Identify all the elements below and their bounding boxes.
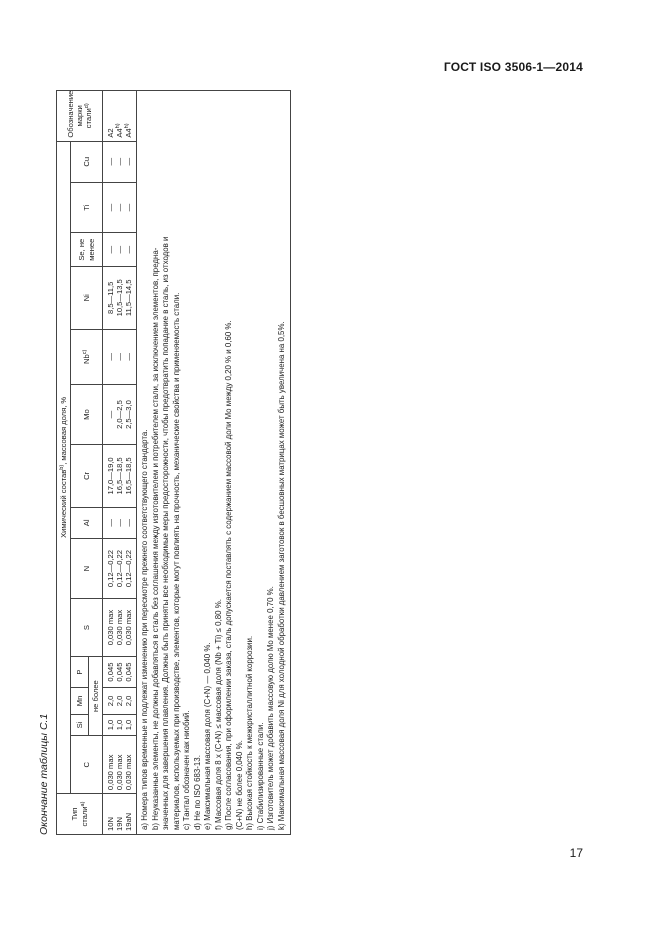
- ti-cell: — — —: [103, 182, 137, 233]
- n-cell: 0,12—0,22 0,12—0,22 0,12—0,22: [103, 538, 137, 598]
- footnotes: [137, 91, 291, 835]
- col-cr: Cr: [71, 445, 103, 508]
- se-cell: — — —: [103, 233, 137, 267]
- c-cell: 0,030 max 0,030 max 0,030 max: [103, 736, 137, 794]
- col-mn: Mn: [71, 688, 89, 714]
- footnote-j: j) Изготовитель может добавить массовую долю Mo менее 0,70 %.: [266, 586, 276, 830]
- designation-header: Обозначение марки стали$^{d)}$: [57, 91, 103, 142]
- footnote-i: i) Стабилизированные стали.: [255, 722, 265, 830]
- ni-cell: 8,5—11,5 10,5—13,5 11,5—14,5: [103, 267, 137, 330]
- data-rows: [103, 91, 137, 835]
- footnote-k: k) Максимальная массовая доля Ni для холодной обработки давлением заготовок в бесшовных матрицах может быть увеличена на 0,5%.: [276, 321, 286, 830]
- s-cell: 0,030 max 0,030 max 0,030 max: [103, 599, 137, 657]
- col-ti: Ti: [71, 182, 103, 233]
- rotated-table-page: [38, 60, 358, 835]
- page-number: 17: [569, 846, 583, 860]
- footnote-g-cont: (C+N) не более 0,040 %.: [234, 740, 244, 830]
- designation-cell: A2 A4$^{h)}$ A4$^{h)}$: [103, 91, 137, 142]
- col-nb: Nb$^{c)}$: [71, 329, 103, 384]
- header-row-2: [71, 91, 89, 835]
- header-row-1: [57, 91, 71, 835]
- p-cell: 0,045 0,045 0,045: [103, 656, 137, 687]
- col-p: P: [71, 656, 89, 687]
- col-mo: Mo: [71, 384, 103, 444]
- footnote-d: d) Не по ISO 683-13.: [192, 755, 202, 830]
- table-caption: Окончание таблицы С.1: [38, 713, 50, 835]
- mn-cell: 2,0 2,0 2,0: [103, 688, 137, 714]
- type-header: Тип стали$^{a)}$: [57, 794, 103, 835]
- al-cell: — — —: [103, 507, 137, 538]
- composition-table: [56, 90, 291, 835]
- type-cell: 10N 19N 19aN: [103, 794, 137, 835]
- not-more-header: не более: [89, 656, 103, 735]
- col-n: N: [71, 538, 103, 598]
- footnote-c: c) Тантал обозначен как ниобий.: [182, 710, 192, 830]
- footnote-e: e) Максимальная массовая доля (C+N) — 0,040 %.: [203, 642, 213, 830]
- nb-cell: — — —: [103, 329, 137, 384]
- mo-cell: — 2,0—2,5 2,5—3,0: [103, 384, 137, 444]
- footnote-b: b) Неуказанные элементы, не должны добавляться в сталь без соглашения между изготовителем и потребителем стали, за исключением элементов, предна-: [150, 247, 160, 830]
- cu-cell: — — —: [103, 141, 137, 182]
- footnote-b-cont-1: значенных для завершения плавления. Должны быть приняты все необходимые меры предосторожности, чтобы предотвратить попадание в сталь, из отходов и: [161, 236, 171, 830]
- footnotes-row: [137, 91, 291, 835]
- table-container: [56, 60, 356, 835]
- col-s: S: [71, 599, 103, 657]
- col-se: Se, не менее: [71, 233, 103, 267]
- composition-header: Химический состав$^{b)}$, массовая доля, %: [57, 141, 71, 793]
- col-al: Al: [71, 507, 103, 538]
- col-si: Si: [71, 714, 89, 736]
- col-c: C: [71, 736, 103, 794]
- col-cu: Cu: [71, 141, 103, 182]
- footnote-a: a) Номера типов временные и подлежат изменению при пересмотре прежнего соответствующего стандарта.: [140, 429, 150, 830]
- footnote-b-cont-2: материалов, используемых при производстве, элементов, которые могут повлиять на прочность, механические свойства и применяемость стали.: [171, 292, 181, 830]
- footnote-h: h) Высокая стойкость к межкристаллитной коррозии.: [245, 635, 255, 830]
- document-header: ГОСТ ISO 3506-1—2014: [443, 60, 583, 74]
- cr-cell: 17,0—19,0 16,5—18,5 16,5—18,5: [103, 445, 137, 508]
- footnote-f: f) Массовая доля 8 x (C+N) ≤ массовая доля (Nb + Ti) ≤ 0,80 %.: [213, 599, 223, 830]
- col-ni: Ni: [71, 267, 103, 330]
- footnote-g: g) После согласования, при оформлении заказа, сталь допускается поставлять с содержанием массовой доли Mo между 0,20 % и 0,60 %.: [224, 320, 234, 830]
- si-cell: 1,0 1,0 1,0: [103, 714, 137, 736]
